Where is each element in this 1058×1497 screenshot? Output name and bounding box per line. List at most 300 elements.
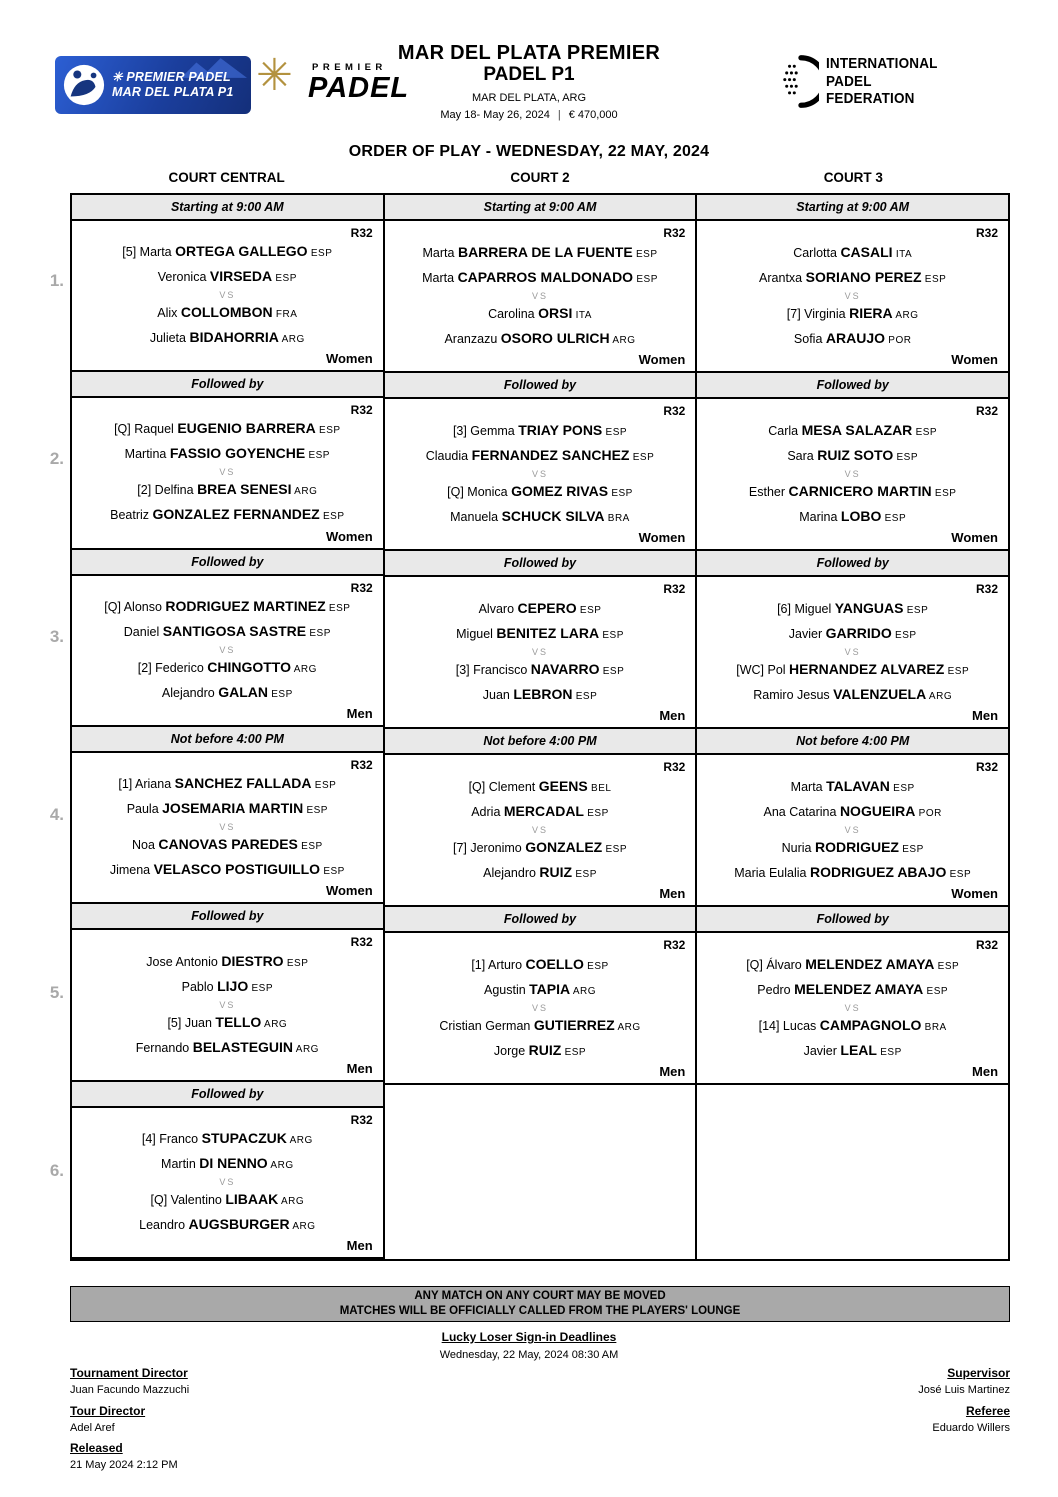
- player-lastname: JOSEMARIA MARTIN: [162, 800, 304, 817]
- player-lastname: MERCADAL: [503, 802, 584, 819]
- player-lastname: TALAVAN: [826, 777, 890, 794]
- player-nationality: ESP: [303, 805, 328, 817]
- player-firstname: Paula: [126, 802, 163, 817]
- player-line: [395, 444, 686, 469]
- player-lastname: RUIZ: [528, 1041, 562, 1058]
- player-firstname: [6] Miguel: [777, 601, 835, 616]
- teams-block: [395, 953, 686, 1064]
- player-line: [707, 480, 998, 505]
- player-lastname: LEAL: [840, 1041, 877, 1058]
- tournament-director-block: [70, 1366, 189, 1396]
- event-logo-line2: MAR DEL PLATA P1: [112, 85, 234, 99]
- player-line: [395, 622, 686, 647]
- player-line: [82, 620, 373, 645]
- vs-label: VS: [219, 644, 236, 655]
- player-nationality: ESP: [583, 807, 609, 819]
- gender-label: Men: [346, 1238, 373, 1254]
- player-line: [707, 861, 998, 886]
- player-nationality: ARG: [267, 1159, 294, 1171]
- player-firstname: Jimena: [109, 863, 154, 878]
- player-lastname: GOMEZ RIVAS: [511, 482, 609, 499]
- player-nationality: BRA: [921, 1021, 947, 1033]
- session-strip: Starting at 9:00 AM: [72, 195, 383, 221]
- player-line: [707, 1014, 998, 1039]
- tournament-prize: € 470,000: [568, 109, 618, 121]
- player-nationality: ARG: [261, 1018, 288, 1030]
- lucky-loser-title: Lucky Loser Sign-in Deadlines: [441, 1330, 617, 1344]
- teams-block: [707, 953, 998, 1064]
- schedule-grid: [49, 193, 1010, 1261]
- player-line: [82, 240, 373, 265]
- player-firstname: Martin: [161, 1156, 200, 1171]
- round-label: R32: [350, 1112, 373, 1127]
- released-label: Released: [70, 1441, 123, 1455]
- gender-label: Women: [638, 530, 686, 545]
- player-nationality: ESP: [876, 1046, 902, 1058]
- session-strip: Followed by: [697, 907, 1008, 933]
- player-firstname: Martina: [124, 447, 170, 462]
- player-firstname: Carla: [768, 423, 802, 438]
- player-firstname: Pedro: [757, 982, 795, 997]
- player-nationality: ESP: [602, 843, 628, 855]
- player-lastname: LIJO: [217, 977, 249, 994]
- player-line: [395, 597, 686, 622]
- player-firstname: Agustin: [483, 982, 530, 997]
- teams-block: [82, 950, 373, 1061]
- player-firstname: Julieta: [149, 331, 190, 346]
- round-label: R32: [663, 226, 686, 240]
- session-strip: Not before 4:00 PM: [72, 727, 383, 753]
- player-lastname: RODRIGUEZ: [814, 838, 899, 855]
- vs-label: VS: [532, 824, 549, 835]
- player-line: [707, 800, 998, 825]
- player-nationality: ESP: [632, 248, 658, 260]
- player-lastname: SANCHEZ FALLADA: [174, 775, 312, 792]
- player-lastname: CAMPAGNOLO: [819, 1016, 922, 1033]
- match-cell: [697, 221, 1008, 373]
- player-line: [82, 858, 373, 883]
- player-firstname: Alejandro: [483, 865, 540, 880]
- gender-label: Women: [638, 352, 686, 367]
- player-nationality: ESP: [893, 451, 918, 463]
- round-label: R32: [350, 935, 373, 950]
- player-line: [395, 658, 686, 683]
- player-line: [82, 797, 373, 822]
- player-firstname: [7] Virginia: [786, 306, 850, 321]
- round-label: R32: [976, 226, 999, 240]
- player-nationality: ESP: [898, 843, 924, 855]
- round-label: R32: [350, 403, 373, 418]
- match-cell: [72, 576, 383, 727]
- match-cell: [72, 398, 383, 549]
- player-nationality: ARG: [293, 1043, 319, 1055]
- player-lastname: GONZALEZ: [525, 838, 603, 855]
- notice-box: [70, 1286, 1010, 1322]
- vs-label: VS: [219, 1176, 236, 1187]
- player-firstname: [2] Delfina: [137, 483, 198, 498]
- teams-block: [395, 597, 686, 708]
- player-line: [395, 327, 686, 352]
- player-line: [82, 595, 373, 620]
- player-line: [82, 478, 373, 503]
- court-header-2: COURT 2: [510, 170, 570, 185]
- player-nationality: ARG: [286, 1134, 313, 1146]
- match-cell: [385, 933, 696, 1085]
- player-nationality: ESP: [903, 604, 929, 616]
- order-of-play-title: ORDER OF PLAY - WEDNESDAY, 22 MAY, 2024: [348, 143, 710, 160]
- referee-label: Referee: [965, 1404, 1010, 1418]
- supervisor-label: Supervisor: [947, 1366, 1010, 1380]
- player-firstname: [Q] Monica: [447, 484, 512, 499]
- player-lastname: TAPIA: [529, 980, 571, 997]
- match-row-number: 1.: [49, 271, 64, 290]
- teams-block: [82, 595, 373, 706]
- player-firstname: Javier: [803, 1043, 841, 1058]
- player-nationality: ESP: [315, 425, 341, 437]
- round-label: R32: [976, 404, 999, 418]
- lucky-loser-deadline: Wednesday, 22 May, 2024 08:30 AM: [439, 1349, 619, 1361]
- player-line: [395, 775, 686, 800]
- ipf-line2: PADEL: [826, 72, 872, 90]
- player-line: [82, 1152, 373, 1177]
- player-nationality: ESP: [608, 487, 633, 499]
- player-line: [395, 480, 686, 505]
- teams-block: [82, 240, 373, 351]
- session-strip: Followed by: [72, 550, 383, 576]
- player-lastname: SANTIGOSA SASTRE: [162, 622, 307, 639]
- player-nationality: ARG: [291, 486, 318, 498]
- player-firstname: Alejandro: [161, 685, 219, 700]
- player-line: [707, 241, 998, 266]
- player-lastname: ORSI: [538, 304, 573, 321]
- court-headers: [70, 170, 1010, 185]
- tournament-director-name: Juan Facundo Mazzuchi: [70, 1384, 190, 1396]
- player-firstname: Pablo: [181, 979, 218, 994]
- vs-label: VS: [844, 824, 861, 835]
- player-lastname: LEBRON: [513, 685, 573, 702]
- player-line: [82, 417, 373, 442]
- match-cell: [385, 399, 696, 551]
- player-line: [395, 800, 686, 825]
- player-lastname: SCHUCK SILVA: [501, 507, 605, 524]
- session-strip: Followed by: [72, 372, 383, 398]
- player-nationality: ESP: [931, 487, 957, 499]
- player-nationality: ITA: [892, 248, 913, 260]
- player-lastname: GUTIERREZ: [533, 1016, 615, 1033]
- gender-label: Women: [325, 883, 373, 899]
- ipf-line1: INTERNATIONAL: [826, 55, 938, 73]
- player-firstname: Maria Eulalia: [734, 865, 810, 880]
- vs-label: VS: [532, 1002, 549, 1013]
- player-lastname: CANOVAS PAREDES: [158, 836, 298, 853]
- player-lastname: CEPERO: [517, 599, 577, 616]
- player-line: [395, 419, 686, 444]
- player-nationality: ESP: [583, 960, 609, 972]
- player-firstname: Adria: [471, 804, 504, 819]
- player-lastname: VIRSEDA: [209, 268, 273, 285]
- player-lastname: BENITEZ LARA: [496, 624, 600, 641]
- player-nationality: POR: [885, 334, 912, 346]
- player-nationality: ARG: [289, 1220, 316, 1232]
- player-lastname: AUGSBURGER: [188, 1215, 290, 1232]
- player-lastname: MELENDEZ AMAYA: [805, 955, 935, 972]
- player-firstname: Ana Catarina: [763, 804, 840, 819]
- gender-label: Men: [346, 706, 373, 722]
- player-lastname: TELLO: [215, 1013, 262, 1030]
- player-nationality: ESP: [305, 450, 330, 462]
- player-firstname: Cristian German: [439, 1018, 534, 1033]
- player-lastname: ORTEGA GALLEGO: [175, 243, 308, 260]
- player-lastname: ARAUJO: [825, 329, 885, 346]
- gender-label: Men: [972, 1064, 999, 1079]
- player-line: [82, 1188, 373, 1213]
- player-line: [395, 302, 686, 327]
- player-line: [707, 622, 998, 647]
- court-column: [72, 195, 383, 1259]
- referee-name: Eduardo Willers: [932, 1422, 1010, 1434]
- player-firstname: Miguel: [456, 626, 497, 641]
- player-line: [707, 597, 998, 622]
- vs-label: VS: [532, 468, 549, 479]
- player-nationality: ESP: [267, 688, 293, 700]
- player-line: [707, 836, 998, 861]
- player-line: [82, 326, 373, 351]
- gender-label: Women: [325, 351, 373, 367]
- teams-block: [707, 775, 998, 886]
- player-line: [82, 503, 373, 528]
- teams-block: [395, 775, 686, 886]
- player-firstname: Jose Antonio: [146, 954, 222, 969]
- player-lastname: GONZALEZ FERNANDEZ: [152, 506, 320, 523]
- player-line: [707, 266, 998, 291]
- player-lastname: OSORO ULRICH: [500, 329, 610, 346]
- player-firstname: Nuria: [781, 840, 815, 855]
- player-firstname: Jorge: [493, 1043, 529, 1058]
- player-firstname: Alvaro: [478, 601, 518, 616]
- vs-label: VS: [844, 646, 861, 657]
- round-label: R32: [976, 760, 999, 774]
- player-line: [82, 833, 373, 858]
- player-line: [82, 975, 373, 1000]
- teams-block: [395, 419, 686, 530]
- player-lastname: LIBAAK: [225, 1190, 279, 1207]
- teams-block: [707, 419, 998, 530]
- vs-label: VS: [219, 467, 236, 478]
- player-firstname: Veronica: [157, 270, 210, 285]
- player-nationality: ESP: [325, 602, 351, 614]
- player-nationality: ESP: [320, 866, 345, 878]
- player-firstname: [Q] Álvaro: [746, 957, 806, 972]
- player-firstname: Marta: [790, 779, 827, 794]
- player-nationality: ESP: [297, 841, 323, 853]
- player-nationality: ESP: [602, 426, 628, 438]
- player-firstname: Manuela: [450, 509, 502, 524]
- player-lastname: BREA SENESI: [197, 481, 292, 498]
- player-nationality: ESP: [283, 957, 309, 969]
- tournament-location: MAR DEL PLATA, ARG: [471, 92, 587, 104]
- player-firstname: Daniel: [123, 624, 163, 639]
- player-nationality: ESP: [576, 604, 602, 616]
- player-line: [395, 1039, 686, 1064]
- gender-label: Women: [951, 886, 999, 901]
- player-firstname: [14] Lucas: [758, 1018, 820, 1033]
- match-cell: [697, 399, 1008, 551]
- player-firstname: [5] Marta: [122, 245, 176, 260]
- player-line: [82, 1036, 373, 1061]
- session-strip: Followed by: [72, 904, 383, 930]
- player-nationality: ARG: [278, 1195, 305, 1207]
- match-cell: [697, 577, 1008, 729]
- tour-director-block: [70, 1404, 145, 1434]
- player-lastname: CARNICERO MARTIN: [788, 482, 932, 499]
- vs-label: VS: [844, 290, 861, 301]
- round-label: R32: [663, 938, 686, 952]
- gender-label: Women: [951, 352, 999, 367]
- round-label: R32: [350, 225, 373, 240]
- player-nationality: BEL: [587, 782, 612, 794]
- tournament-title-line1: MAR DEL PLATA PREMIER: [397, 42, 661, 64]
- player-firstname: [2] Federico: [137, 660, 208, 675]
- player-lastname: RIERA: [849, 304, 893, 321]
- gender-label: Men: [972, 708, 999, 723]
- tour-director-name: Adel Aref: [70, 1422, 115, 1434]
- player-nationality: ESP: [561, 1046, 587, 1058]
- player-lastname: MESA SALAZAR: [801, 421, 913, 438]
- player-line: [82, 265, 373, 290]
- player-line: [707, 775, 998, 800]
- player-firstname: Esther: [748, 484, 789, 499]
- player-line: [82, 301, 373, 326]
- player-nationality: POR: [915, 807, 942, 819]
- player-line: [707, 302, 998, 327]
- player-nationality: ESP: [912, 426, 938, 438]
- padel-ball-icon: [781, 53, 819, 110]
- court-column: [383, 195, 696, 1259]
- player-firstname: Fernando: [135, 1040, 193, 1055]
- player-line: [707, 658, 998, 683]
- player-lastname: BIDAHORRIA: [189, 329, 279, 346]
- teams-block: [707, 241, 998, 352]
- match-cell: [385, 577, 696, 729]
- player-nationality: ESP: [272, 273, 297, 285]
- player-lastname: GALAN: [218, 683, 268, 700]
- player-line: [82, 1127, 373, 1152]
- player-firstname: Aranzazu: [444, 331, 501, 346]
- player-line: [82, 656, 373, 681]
- player-lastname: BARRERA DE LA FUENTE: [457, 243, 633, 260]
- player-lastname: RODRIGUEZ ABAJO: [809, 863, 947, 880]
- player-lastname: EUGENIO BARRERA: [177, 420, 316, 437]
- player-nationality: ESP: [599, 629, 624, 641]
- vs-label: VS: [219, 290, 236, 301]
- player-lastname: CHINGOTTO: [207, 658, 291, 675]
- player-line: [707, 444, 998, 469]
- player-line: [395, 505, 686, 530]
- player-nationality: ESP: [599, 665, 625, 677]
- player-lastname: NAVARRO: [530, 660, 600, 677]
- player-nationality: ESP: [306, 627, 331, 639]
- player-firstname: Juan: [482, 687, 514, 702]
- released-datetime: 21 May 2024 2:12 PM: [70, 1459, 178, 1471]
- teams-block: [707, 597, 998, 708]
- match-row-number: 3.: [49, 627, 64, 646]
- match-cell: [697, 933, 1008, 1085]
- vs-label: VS: [219, 822, 236, 833]
- session-strip: Not before 4:00 PM: [697, 729, 1008, 755]
- premier-padel-wordmark-top: PREMIER: [312, 62, 387, 73]
- match-cell: [72, 221, 383, 372]
- player-lastname: CASALI: [840, 243, 893, 260]
- player-line: [395, 683, 686, 708]
- player-line: [82, 442, 373, 467]
- round-label: R32: [350, 580, 373, 595]
- session-strip: Followed by: [72, 1082, 383, 1108]
- supervisor-block: [918, 1366, 1010, 1396]
- player-line: [707, 683, 998, 708]
- round-label: R32: [663, 760, 686, 774]
- session-strip: Followed by: [697, 373, 1008, 399]
- player-line: [395, 836, 686, 861]
- player-nationality: ESP: [889, 782, 915, 794]
- match-cell: [72, 930, 383, 1081]
- player-line: [395, 953, 686, 978]
- player-line: [707, 327, 998, 352]
- session-strip: Followed by: [385, 907, 696, 933]
- tournament-director-label: Tournament Director: [70, 1366, 188, 1380]
- player-lastname: SORIANO PEREZ: [805, 268, 922, 285]
- player-nationality: ARG: [614, 1021, 641, 1033]
- premier-padel-wordmark-main: PADEL: [308, 72, 410, 104]
- session-strip: Starting at 9:00 AM: [697, 195, 1008, 221]
- round-label: R32: [976, 582, 999, 596]
- player-nationality: ESP: [311, 780, 337, 792]
- session-strip: Not before 4:00 PM: [385, 729, 696, 755]
- player-line: [707, 1039, 998, 1064]
- player-line: [707, 953, 998, 978]
- player-firstname: Noa: [131, 838, 159, 853]
- player-firstname: Beatriz: [110, 508, 153, 523]
- premier-padel-flower-icon: ✳: [256, 50, 293, 101]
- player-firstname: Javier: [788, 626, 826, 641]
- ipf-line3: FEDERATION: [826, 90, 915, 108]
- player-firstname: Carlotta: [793, 245, 841, 260]
- player-lastname: FERNANDEZ SANCHEZ: [471, 446, 630, 463]
- session-strip: Followed by: [385, 551, 696, 577]
- court-header-3: COURT 3: [823, 170, 883, 185]
- player-firstname: Sara: [787, 448, 818, 463]
- player-firstname: [Q] Valentino: [150, 1192, 226, 1207]
- notice-line2: MATCHES WILL BE OFFICIALLY CALLED FROM THE PLAYERS' LOUNGE: [339, 1305, 741, 1317]
- player-nationality: ITA: [572, 309, 592, 321]
- player-lastname: COELLO: [525, 955, 584, 972]
- player-lastname: VELASCO POSTIGUILLO: [153, 861, 321, 878]
- gender-label: Men: [659, 708, 686, 723]
- released-block: [70, 1441, 178, 1471]
- player-nationality: ESP: [248, 982, 274, 994]
- player-firstname: [1] Arturo: [471, 957, 526, 972]
- player-lastname: YANGUAS: [834, 599, 904, 616]
- player-nationality: ESP: [633, 273, 658, 285]
- player-lastname: GEENS: [538, 777, 588, 794]
- player-nationality: ESP: [923, 985, 949, 997]
- player-lastname: FASSIO GOYENCHE: [169, 445, 306, 462]
- tournament-meta: [0, 109, 1058, 121]
- player-firstname: Sofia: [793, 331, 826, 346]
- gender-label: Men: [659, 1064, 686, 1079]
- teams-block: [82, 772, 373, 883]
- player-firstname: [4] Franco: [141, 1131, 202, 1146]
- teams-block: [395, 241, 686, 352]
